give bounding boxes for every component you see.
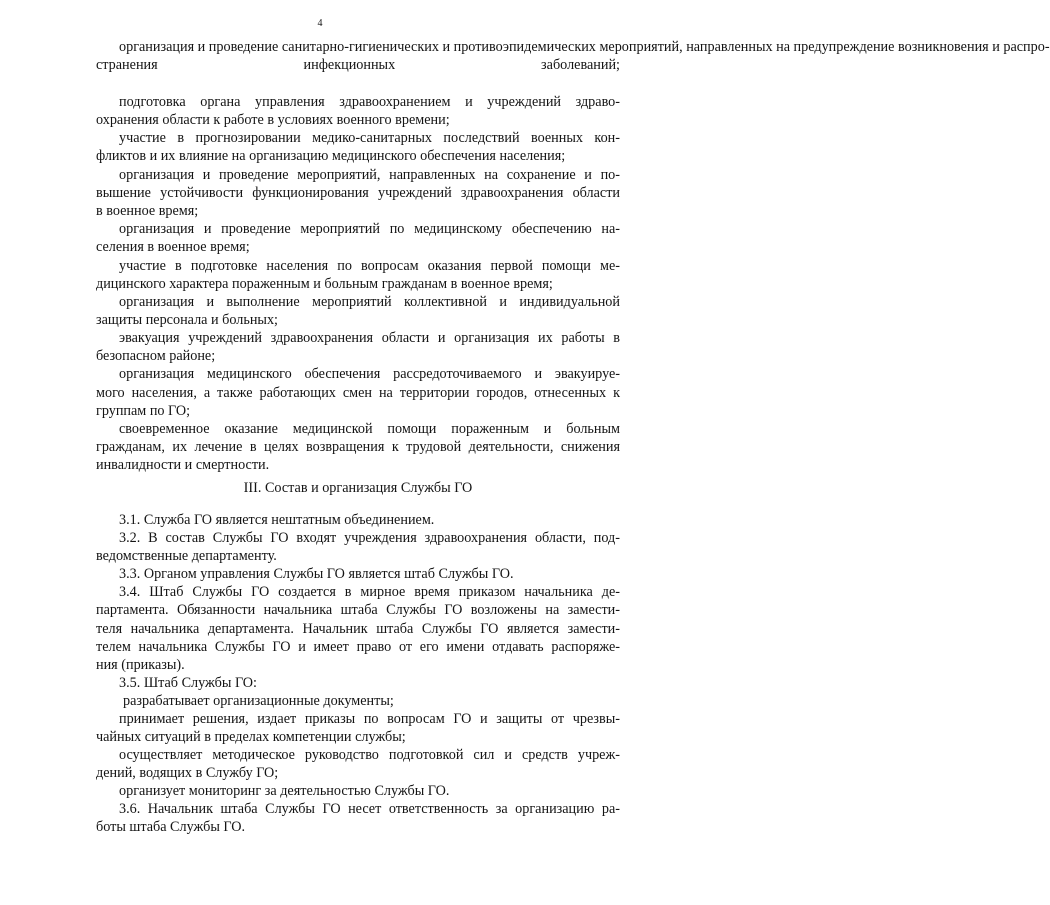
section-paragraph-line: теля начальника департамента. Начальник штаба Службы ГО является замести- (96, 621, 620, 637)
section-paragraph-line: 3.5. Штаб Службы ГО: (119, 675, 257, 691)
list-item-line: участие в подготовке населения по вопросам оказания первой помощи ме- (119, 258, 620, 274)
section-paragraph-line: боты штаба Службы ГО. (96, 819, 246, 835)
section-paragraph-line: телем начальника Службы ГО и имеет право от его имени отдавать распоряже- (96, 639, 620, 655)
list-item-line: инвалидности и смертности. (96, 457, 270, 473)
list-item-line: эвакуация учреждений здравоохранения области и организация их работы в (119, 330, 620, 346)
section-paragraph-line: ведомственные департаменту. (96, 548, 277, 564)
list-item-line: безопасном районе; (96, 348, 216, 364)
section-paragraph-line: ния (приказы). (96, 657, 185, 673)
section-paragraph-line: 3.3. Органом управления Службы ГО является штаб Службы ГО. (119, 566, 514, 582)
list-item-line: охранения области к работе в условиях военного времени; (96, 112, 450, 128)
section-paragraph-line: 3.6. Начальник штаба Службы ГО несет ответственность за организацию ра- (119, 801, 620, 817)
section-paragraph-line: организует мониторинг за деятельностью Службы ГО. (119, 783, 450, 799)
list-item-line: группам по ГО; (96, 403, 191, 419)
list-item-line: мого населения, а также работающих смен на территории городов, отнесенных к (96, 385, 620, 401)
list-item-line: гражданам, их лечение в целях возвращения к трудовой деятельности, снижения (96, 439, 620, 455)
page-number: 4 (317, 18, 323, 29)
list-item-line: в военное время; (96, 203, 199, 219)
list-item-line: селения в военное время; (96, 239, 250, 255)
section-paragraph-line: 3.1. Служба ГО является нештатным объединением. (119, 512, 435, 528)
section-paragraph-line: чайных ситуаций в пределах компетенции службы; (96, 729, 406, 745)
list-item-line: участие в прогнозировании медико-санитарных последствий военных кон- (119, 130, 620, 146)
section-paragraph-line: 3.2. В состав Службы ГО входят учреждения здравоохранения области, под- (119, 530, 620, 546)
section-paragraph-line: 3.4. Штаб Службы ГО создается в мирное время приказом начальника де- (119, 584, 620, 600)
list-item-line: странения инфекционных заболеваний; (96, 57, 620, 73)
list-item-line: организация и выполнение мероприятий коллективной и индивидуальной (119, 294, 620, 310)
section-heading: III. Состав и организация Службы ГО (243, 480, 473, 496)
section-paragraph-line: принимает решения, издает приказы по вопросам ГО и защиты от чрезвы- (119, 711, 620, 727)
list-item-line: организация и проведение санитарно-гигиенических и противоэпидемических мероприятий, направленных на предупреждение возникновения и распро- (119, 39, 1050, 55)
section-paragraph-line: партамента. Обязанности начальника штаба Службы ГО возложены на замести- (96, 602, 620, 618)
list-item-line: организация и проведение мероприятий по медицинскому обеспечению на- (119, 221, 620, 237)
section-paragraph-line: осуществляет методическое руководство подготовкой сил и средств учреж- (119, 747, 620, 763)
list-item-line: защиты персонала и больных; (96, 312, 278, 328)
list-item-line: дицинского характера пораженным и больным гражданам в военное время; (96, 276, 553, 292)
list-item-line: организация и проведение мероприятий, направленных на сохранение и по- (119, 167, 620, 183)
list-item-line: подготовка органа управления здравоохранением и учреждений здраво- (119, 94, 620, 110)
list-item-line: своевременное оказание медицинской помощи пораженным и больным (119, 421, 620, 437)
list-item-line: вышение устойчивости функционирования учреждений здравоохранения области (96, 185, 620, 201)
section-paragraph-line: разрабатывает организационные документы; (123, 693, 394, 709)
section-paragraph-line: дений, водящих в Службу ГО; (96, 765, 279, 781)
list-item-line: фликтов и их влияние на организацию медицинского обеспечения населения; (96, 148, 566, 164)
list-item-line: организация медицинского обеспечения рассредоточиваемого и эвакуируе- (119, 366, 620, 382)
